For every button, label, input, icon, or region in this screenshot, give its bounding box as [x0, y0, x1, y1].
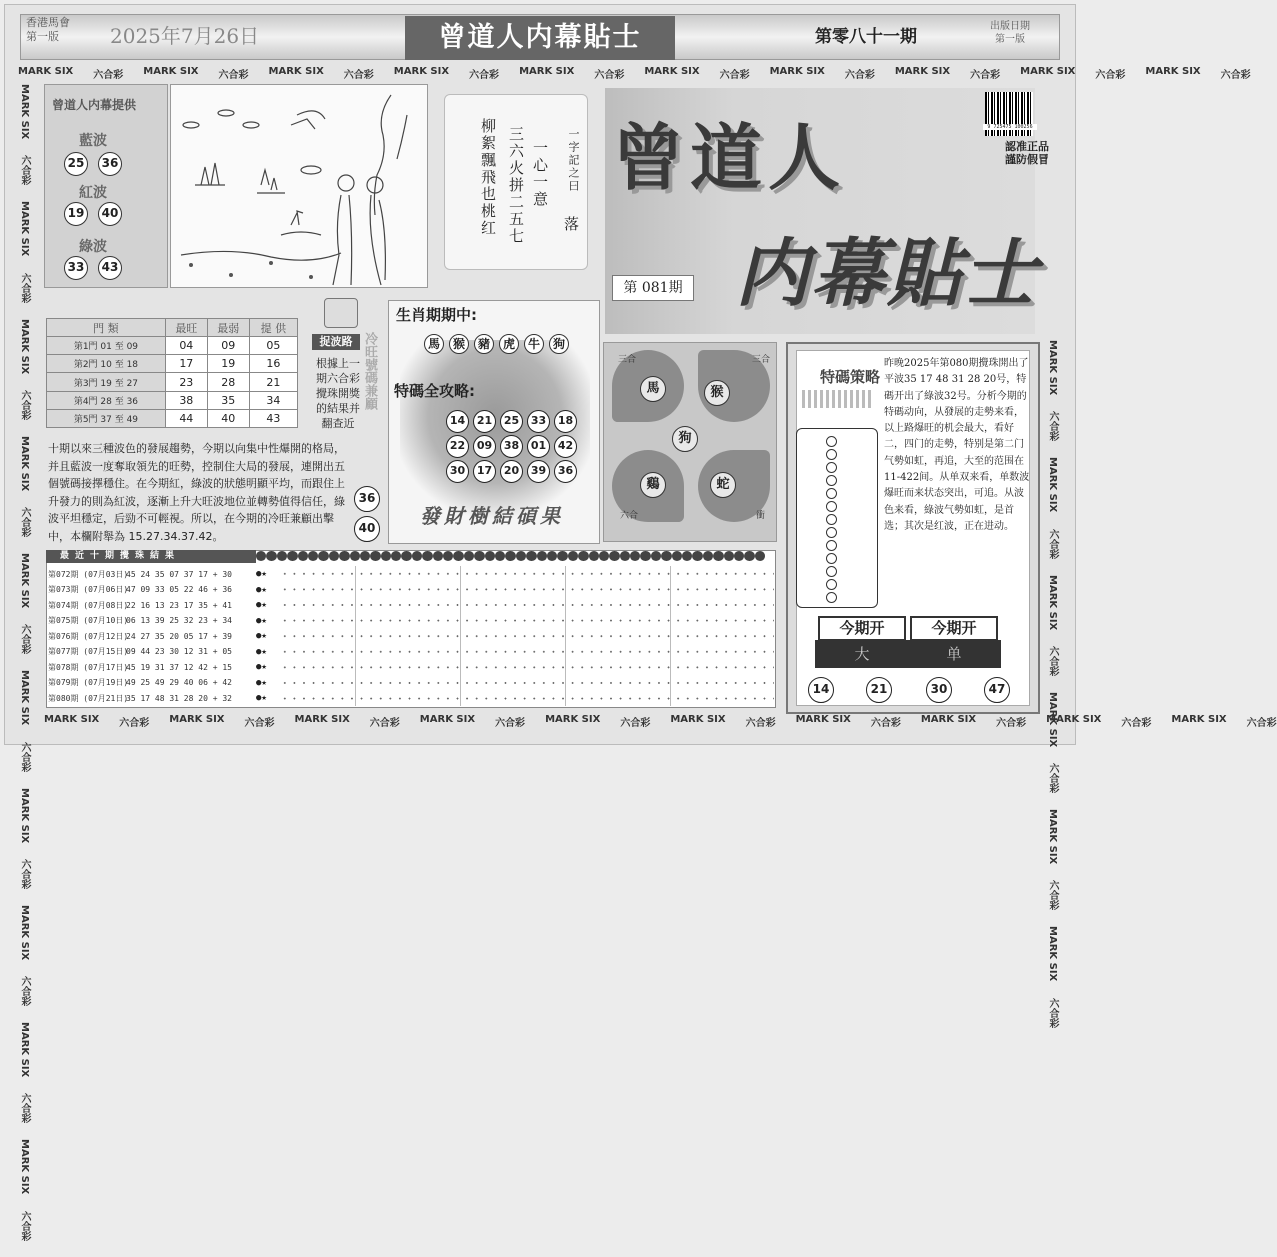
zodiac-chip: 豬 — [474, 334, 494, 354]
row-label: 第5門 37 至 49 — [47, 409, 166, 427]
strategy-number-ball: 47 — [984, 677, 1010, 703]
special-number-ball: 14 — [446, 410, 469, 433]
border-text: 六合彩 — [119, 718, 150, 729]
number-header-dot — [266, 551, 276, 561]
border-text: 六合彩 — [19, 155, 30, 186]
wave-label: 紅波 — [79, 185, 107, 201]
border-text: MARK SIX — [294, 714, 350, 725]
wave-box-heading: 曾道人内幕提供 — [52, 98, 137, 112]
wave-number-ball: 25 — [64, 152, 88, 176]
number-header-dot — [464, 551, 474, 561]
border-text: 六合彩 — [1047, 880, 1058, 911]
today-value: 单 — [907, 640, 1001, 668]
border-strip-bottom — [44, 714, 1277, 729]
catch-wave-label: 捉波路 — [312, 334, 360, 350]
border-strip-right — [1046, 340, 1060, 1028]
table-cell: 19 — [207, 355, 249, 373]
decor-logo-icon — [324, 298, 358, 328]
draw-date: 第075期 (07月10日) — [48, 616, 129, 625]
strategy-text: 昨晚2025年第080期攪珠開出了平波35 17 48 31 28 20号，特碼开出了綠波32号。分析今期的特碼动向，从發展的走勢来看，以上路爆旺的机会最大，看好二，四门的走勢，特别是第二门气勢如虹，再追，大至的范围在11-422间。从单双来看，单数波爆旺而来状态突出，可追。从波色来看，綠波气勢如虹，是首选；其次是红波，正在进动。 — [884, 358, 1030, 532]
masthead-title: 曾道人内幕貼士 — [405, 16, 675, 60]
bubble-circle — [826, 475, 837, 486]
border-text: 六合彩 — [844, 70, 875, 81]
border-text: 六合彩 — [1220, 70, 1251, 81]
border-text: MARK SIX — [1145, 66, 1201, 77]
draw-numbers: 45 19 31 37 12 42 + 15 — [126, 662, 232, 672]
border-text: MARK SIX — [19, 553, 30, 609]
table-header: 門 類 — [47, 319, 166, 337]
star-marker: ●★ — [256, 662, 267, 672]
today-value: 大 — [815, 640, 909, 668]
row-label: 第4門 28 至 36 — [47, 391, 166, 409]
special-number-ball: 25 — [500, 410, 523, 433]
border-text: MARK SIX — [1020, 66, 1076, 77]
draw-date: 第072期 (07月03日) — [48, 569, 129, 579]
star-marker: ●★ — [256, 615, 267, 626]
number-header-dot — [412, 551, 422, 561]
special-number-ball: 30 — [446, 460, 469, 483]
draw-date: 第080期 (07月21日) — [48, 693, 129, 703]
border-text: MARK SIX — [19, 435, 30, 492]
border-text: 六合彩 — [19, 272, 30, 303]
number-header-dot — [734, 551, 744, 561]
special-number-ball: 20 — [500, 460, 523, 483]
number-header-dot — [329, 551, 339, 561]
table-cell: 43 — [249, 409, 297, 427]
catch-wave-side: 冷旺號碼兼顧 — [362, 332, 377, 410]
wave-number-ball: 36 — [98, 152, 122, 176]
table-cell: 05 — [249, 337, 297, 355]
border-text: 六合彩 — [1095, 70, 1126, 81]
draw-date: 第077期 (07月15日) — [48, 647, 129, 656]
table-row — [47, 355, 298, 373]
star-marker: ●★ — [256, 646, 267, 657]
star-marker: ●★ — [256, 631, 267, 641]
border-text: 六合彩 — [870, 718, 901, 729]
relation-label: 三合 — [752, 355, 771, 365]
border-text: 六合彩 — [970, 70, 1001, 81]
number-header-dot — [557, 551, 567, 561]
analysis-paragraph: 十期以來三種波色的發展趨勢，今期以向集中性爆開的格局，并且藍波一度奪取領先的旺勢，控制住大局的發展，連開出五個號碼接擇穩住。在今期紅，綠波的狀態明顯平均，而跟住上升發力的則為紅波，逐漸上升大旺波地位並轉勢值得信任，綠波平坦穩定，后勁不可輕視。所以，在今期的冷旺兼顧出擊中，本欄附舉為 15.27.34.37.42。 — [48, 442, 345, 543]
poem-line: 柳絮飄飛也桃红 — [479, 118, 497, 237]
border-text: MARK SIX — [1047, 457, 1058, 513]
table-cell: 23 — [165, 373, 207, 391]
wave-label: 綠波 — [79, 239, 107, 255]
row-label: 第1門 01 至 09 — [47, 337, 166, 355]
table-cell: 16 — [249, 355, 297, 373]
bubble-circle — [826, 501, 837, 512]
border-text: MARK SIX — [1047, 691, 1058, 748]
poem-line: 落 — [562, 216, 580, 233]
border-text: MARK SIX — [1171, 714, 1227, 725]
poster-issue-box: 第 081期 — [612, 275, 694, 301]
number-header-dot — [370, 551, 380, 561]
table-row — [47, 391, 298, 409]
table-cell: 38 — [165, 391, 207, 409]
special-number-ball: 18 — [554, 410, 577, 433]
table-row — [47, 337, 298, 355]
authenticity-line: 謹防假冒 — [1005, 153, 1049, 166]
bubble-circle — [826, 566, 837, 577]
authenticity-line: 認准正品 — [1005, 140, 1049, 153]
row-label: 第2門 10 至 18 — [47, 355, 166, 373]
table-row — [48, 566, 278, 582]
zodiac-node: 狗 — [672, 426, 698, 452]
table-row — [48, 582, 278, 598]
relation-label: 六合 — [620, 511, 639, 521]
table-header-row — [47, 319, 298, 337]
table-row — [47, 373, 298, 391]
table-row — [48, 628, 278, 644]
draw-numbers: 24 27 35 20 05 17 + 39 — [126, 631, 232, 641]
poem-line: 三六火拼二五七 — [507, 126, 525, 245]
border-text: MARK SIX — [920, 714, 977, 725]
number-header-dot — [609, 551, 619, 561]
number-header-dot — [682, 551, 692, 561]
zodiac-chip: 馬 — [424, 334, 444, 354]
strategy-title: 特碼策略 — [820, 368, 881, 386]
draw-numbers: 47 09 33 05 22 46 + 36 — [126, 585, 232, 594]
wave-number-ball: 33 — [64, 256, 88, 280]
border-text: 六合彩 — [19, 741, 30, 772]
border-text: 六合彩 — [19, 389, 30, 420]
draw-numbers: 22 16 13 23 17 35 + 41 — [126, 600, 232, 610]
number-header-dot — [318, 551, 328, 561]
special-number-ball: 21 — [473, 410, 496, 433]
border-text: 六合彩 — [1047, 411, 1058, 442]
border-text: MARK SIX — [419, 714, 476, 725]
number-header-dot — [589, 551, 599, 561]
strategy-number-ball: 30 — [926, 677, 952, 703]
number-header-dot — [505, 551, 515, 561]
relation-label: 三合 — [618, 355, 637, 365]
masthead-right-line: 第一版 — [995, 34, 1025, 45]
number-header-dot — [485, 551, 495, 561]
draw-date: 第076期 (07月12日) — [48, 631, 129, 641]
border-text: 六合彩 — [495, 718, 526, 729]
border-text: 六合彩 — [620, 718, 651, 729]
border-text: MARK SIX — [769, 66, 825, 77]
special-number-ball: 22 — [446, 435, 469, 458]
border-text: MARK SIX — [644, 66, 700, 77]
ink-painting-illustration — [170, 84, 428, 288]
star-marker: ●★ — [256, 600, 267, 610]
number-header-dot — [516, 551, 526, 561]
number-header-row — [256, 551, 776, 563]
poem-line: 一字記之曰 — [567, 128, 580, 193]
pick-ball: 40 — [354, 516, 380, 542]
wave-label: 藍波 — [79, 133, 107, 149]
special-number-ball: 33 — [527, 410, 550, 433]
table-row — [48, 690, 278, 706]
border-text: 六合彩 — [19, 624, 30, 655]
number-header-dot — [391, 551, 401, 561]
border-text: 六合彩 — [745, 718, 776, 729]
draw-date: 第078期 (07月17日) — [48, 662, 129, 672]
border-text: MARK SIX — [143, 66, 199, 77]
number-header-dot — [287, 551, 297, 561]
zodiac-heading: 生肖期期中: — [396, 306, 477, 324]
zodiac-chip: 狗 — [549, 334, 569, 354]
number-header-dot — [692, 551, 702, 561]
table-cell: 28 — [207, 373, 249, 391]
number-header-dot — [339, 551, 349, 561]
special-number-ball: 38 — [500, 435, 523, 458]
border-text: 六合彩 — [244, 718, 275, 729]
number-header-dot — [672, 551, 682, 561]
masthead-left-line: 第一版 — [26, 30, 59, 43]
draw-numbers: 45 24 35 07 37 17 + 30 — [126, 569, 232, 579]
number-header-dot — [350, 551, 360, 561]
border-text: 六合彩 — [19, 507, 30, 538]
wave-number-ball: 40 — [98, 202, 122, 226]
history-header: 最近十期攪珠結果 — [46, 550, 256, 563]
number-header-dot — [495, 551, 505, 561]
special-number-ball: 17 — [473, 460, 496, 483]
border-text: MARK SIX — [393, 66, 450, 77]
number-header-dot — [401, 551, 411, 561]
table-row — [48, 659, 278, 675]
number-header-dot — [433, 551, 443, 561]
today-label: 今期开 — [818, 616, 906, 641]
border-text: 六合彩 — [19, 976, 30, 1007]
number-header-dot — [277, 551, 287, 561]
barcode-number: 9 725475 100256 — [983, 124, 1037, 130]
border-text: 六合彩 — [1047, 645, 1058, 676]
bubble-circle — [826, 449, 837, 460]
table-row — [47, 409, 298, 427]
border-text: MARK SIX — [1046, 714, 1102, 725]
number-header-dot — [661, 551, 671, 561]
number-header-dot — [422, 551, 432, 561]
draw-date: 第079期 (07月19日) — [48, 678, 129, 687]
number-header-dot — [630, 551, 640, 561]
number-header-dot — [599, 551, 609, 561]
row-label: 第3門 19 至 27 — [47, 373, 166, 391]
number-header-dot — [578, 551, 588, 561]
poem-line: 一心一意 — [531, 140, 549, 208]
table-cell: 44 — [165, 409, 207, 427]
border-text: MARK SIX — [19, 670, 30, 726]
bubble-circle — [826, 592, 837, 603]
table-cell: 35 — [207, 391, 249, 409]
draw-date: 第073期 (07月06日) — [48, 585, 129, 594]
special-number-ball: 09 — [473, 435, 496, 458]
masthead-left — [26, 16, 70, 44]
border-text: MARK SIX — [44, 714, 100, 725]
draw-numbers: 06 13 39 25 32 23 + 34 — [126, 616, 232, 625]
number-header-dot — [360, 551, 370, 561]
number-header-dot — [744, 551, 754, 561]
border-text: 六合彩 — [1121, 718, 1152, 729]
number-header-dot — [568, 551, 578, 561]
bubble-circle — [826, 514, 837, 525]
wave-number-ball: 43 — [98, 256, 122, 280]
draw-numbers: 35 17 48 31 28 20 + 32 — [126, 693, 232, 703]
table-header: 最弱 — [207, 319, 249, 337]
history-dot-grid — [280, 566, 774, 706]
border-text: 六合彩 — [1047, 763, 1058, 794]
table-row — [48, 613, 278, 629]
special-number-ball: 36 — [554, 460, 577, 483]
draw-date: 第074期 (07月08日) — [48, 600, 129, 610]
number-header-dot — [640, 551, 650, 561]
border-strip-top — [18, 66, 1251, 81]
door-stats-table — [46, 318, 298, 428]
border-text: 六合彩 — [93, 70, 124, 81]
border-text: 六合彩 — [1047, 997, 1058, 1028]
border-text: 六合彩 — [469, 70, 500, 81]
strategy-number-ball: 14 — [808, 677, 834, 703]
border-text: MARK SIX — [19, 84, 30, 140]
wave-number-ball: 19 — [64, 202, 88, 226]
border-text: 六合彩 — [19, 858, 30, 889]
relation-label: 衝 — [756, 511, 766, 521]
number-header-dot — [755, 551, 765, 561]
special-number-ball: 39 — [527, 460, 550, 483]
border-text: MARK SIX — [894, 66, 951, 77]
number-header-dot — [526, 551, 536, 561]
star-marker: ●★ — [256, 677, 267, 688]
poster-title-line2: 内幕貼士 — [735, 231, 1039, 317]
table-cell: 40 — [207, 409, 249, 427]
border-text: 六合彩 — [19, 1210, 30, 1241]
zodiac-chip: 虎 — [499, 334, 519, 354]
masthead-left-line: 香港馬會 — [26, 16, 70, 29]
zodiac-chip: 牛 — [524, 334, 544, 354]
catch-wave-text: 根據上一期六合彩攪珠開獎的結果并翻查近 — [316, 357, 360, 430]
draw-numbers: 09 44 23 30 12 31 + 05 — [126, 647, 232, 656]
authenticity-note — [1005, 140, 1049, 166]
border-text: MARK SIX — [19, 201, 30, 257]
border-text: 六合彩 — [1047, 528, 1058, 559]
table-cell: 09 — [207, 337, 249, 355]
border-text: MARK SIX — [19, 1139, 30, 1195]
number-header-dot — [381, 551, 391, 561]
border-text: MARK SIX — [268, 66, 324, 77]
border-text: 六合彩 — [343, 70, 374, 81]
zodiac-node: 鷄 — [640, 472, 666, 498]
strategy-decor — [802, 390, 872, 408]
masthead-right-line: 出版日期 — [990, 21, 1030, 32]
border-strip-left — [18, 84, 32, 1241]
zodiac-node: 猴 — [704, 380, 730, 406]
border-text: MARK SIX — [1047, 574, 1058, 630]
star-marker: ●★ — [256, 584, 267, 595]
border-text: MARK SIX — [19, 1022, 30, 1078]
poster-title-line1: 曾道人 — [612, 116, 847, 200]
border-text: MARK SIX — [519, 66, 575, 77]
border-text: 六合彩 — [996, 718, 1027, 729]
border-text: MARK SIX — [18, 66, 74, 77]
border-text: MARK SIX — [670, 714, 726, 725]
table-cell: 17 — [165, 355, 207, 373]
border-text: MARK SIX — [19, 787, 30, 843]
issue-number: 第零八十一期 — [815, 27, 917, 47]
masthead-right — [990, 20, 1030, 46]
bubble-circle — [826, 527, 837, 538]
zodiac-node: 馬 — [640, 376, 666, 402]
bubble-circle — [826, 488, 837, 499]
border-text: 六合彩 — [594, 70, 625, 81]
number-header-dot — [453, 551, 463, 561]
number-header-dot — [308, 551, 318, 561]
zodiac-chip: 猴 — [449, 334, 469, 354]
bubble-circle — [826, 579, 837, 590]
numbers-heading: 特碼全攻略: — [394, 382, 475, 400]
border-text: 六合彩 — [19, 1093, 30, 1124]
number-header-dot — [256, 551, 266, 561]
draw-numbers: 49 25 49 29 40 06 + 42 — [126, 678, 232, 687]
border-text: 六合彩 — [719, 70, 750, 81]
table-row — [48, 597, 278, 613]
border-text: MARK SIX — [19, 904, 30, 961]
border-text: 六合彩 — [218, 70, 249, 81]
border-text: MARK SIX — [1047, 926, 1058, 982]
strategy-number-ball: 21 — [866, 677, 892, 703]
table-cell: 34 — [249, 391, 297, 409]
number-header-dot — [298, 551, 308, 561]
zodiac-node: 蛇 — [710, 472, 736, 498]
number-header-dot — [474, 551, 484, 561]
table-row — [48, 675, 278, 691]
border-text: MARK SIX — [795, 714, 851, 725]
star-marker: ●★ — [256, 569, 267, 579]
border-text: MARK SIX — [545, 714, 601, 725]
bubble-circle — [826, 540, 837, 551]
border-text: MARK SIX — [19, 318, 30, 374]
bubble-circle — [826, 436, 837, 447]
number-header-dot — [620, 551, 630, 561]
number-header-dot — [724, 551, 734, 561]
bubble-circle — [826, 553, 837, 564]
border-text: MARK SIX — [169, 714, 225, 725]
tree-footer: 發財樹結碩果 — [420, 504, 564, 528]
today-label: 今期开 — [910, 616, 998, 641]
table-header: 提 供 — [249, 319, 297, 337]
special-number-ball: 42 — [554, 435, 577, 458]
bubble-column — [796, 428, 878, 608]
table-header: 最旺 — [165, 319, 207, 337]
table-row — [48, 644, 278, 660]
number-header-dot — [713, 551, 723, 561]
special-number-ball: 01 — [527, 435, 550, 458]
number-header-dot — [547, 551, 557, 561]
issue-date: 2025年7月26日 — [110, 24, 260, 48]
pick-ball: 36 — [354, 486, 380, 512]
bubble-circle — [826, 462, 837, 473]
number-header-dot — [537, 551, 547, 561]
number-header-dot — [651, 551, 661, 561]
border-text: 六合彩 — [1246, 718, 1277, 729]
star-marker: ●★ — [256, 693, 267, 703]
border-text: MARK SIX — [1047, 340, 1058, 396]
border-text: MARK SIX — [1047, 809, 1058, 865]
table-cell: 21 — [249, 373, 297, 391]
table-cell: 04 — [165, 337, 207, 355]
number-header-dot — [703, 551, 713, 561]
number-header-dot — [443, 551, 453, 561]
border-text: 六合彩 — [369, 718, 400, 729]
